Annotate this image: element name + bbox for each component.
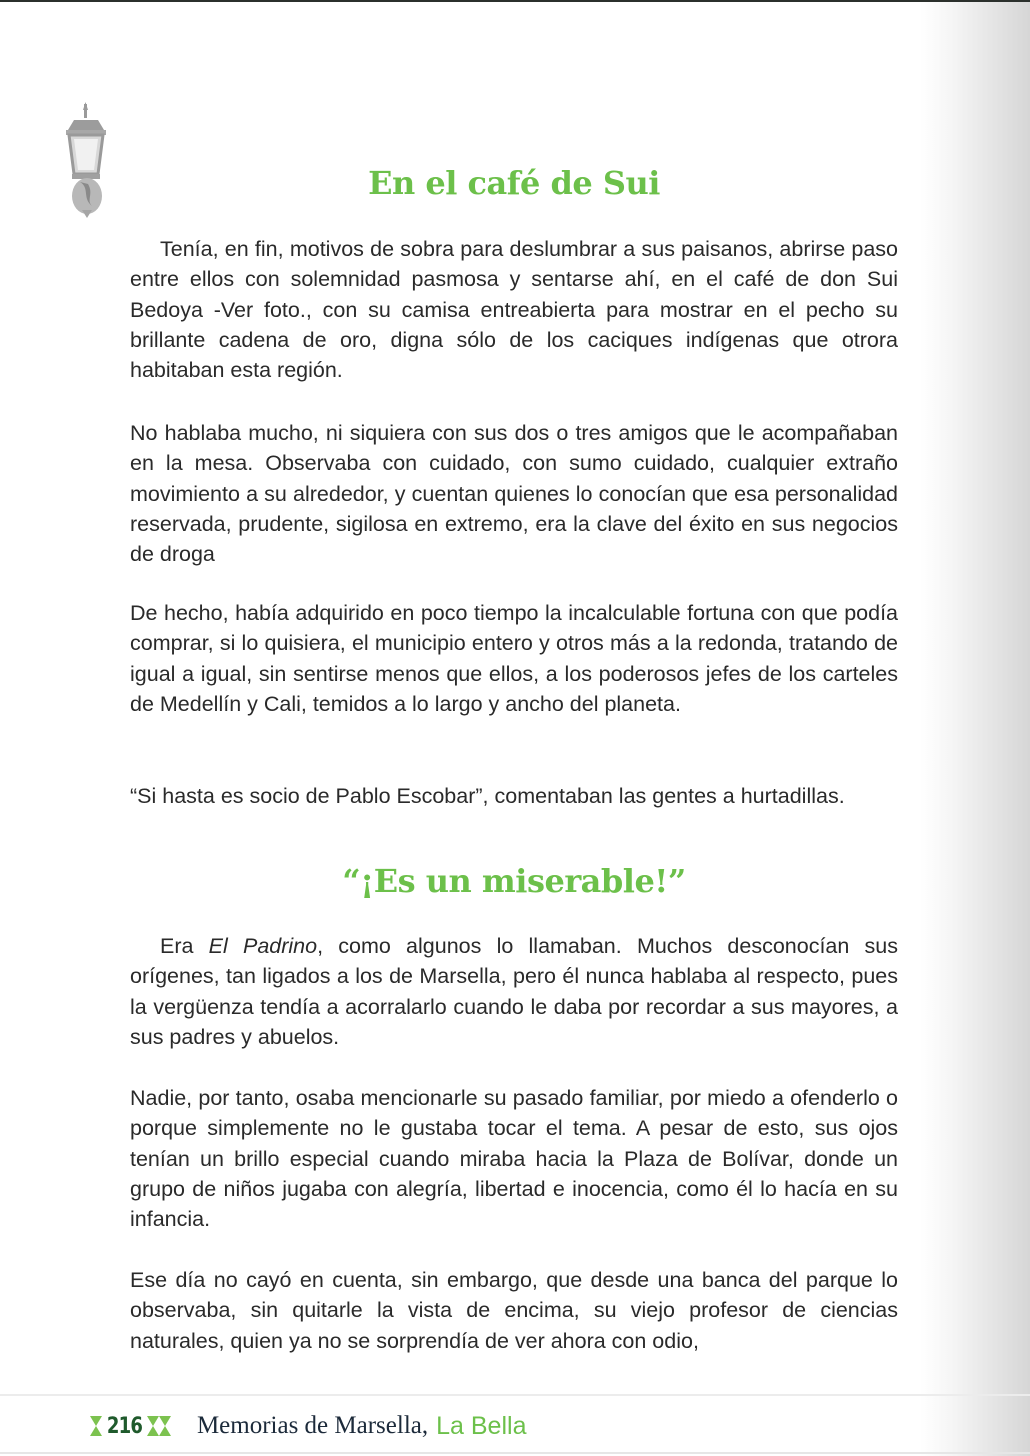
hourglass-icon: [159, 1416, 171, 1436]
page-footer: [90, 1408, 526, 1444]
paragraph-text: Era: [160, 934, 209, 958]
paragraph: Ese día no cayó en cuenta, sin embargo, que desde una banca del parque lo observaba, sin quitarle la vista de encima, su viejo profesor de ciencias naturales, quien ya no se sorprendía de ver ahora con odio,: [130, 1268, 898, 1353]
footer-bottom-divider: [0, 1452, 1030, 1454]
quote-paragraph: “Si hasta es socio de Pablo Escobar”, comentaban las gentes a hurtadillas.: [130, 784, 845, 808]
paragraph: De hecho, había adquirido en poco tiempo la incalculable fortuna con que podía comprar, si lo quisiera, el municipio entero y otros más a la redonda, tratando de igual a igual, sin sentirse menos que ellos, a los poderosos jefes de los carteles de Medellín y Cali, temidos a lo largo y ancho del planeta.: [130, 601, 898, 716]
hourglass-icon: [90, 1416, 102, 1436]
paragraph: Nadie, por tanto, osaba mencionarle su pasado familiar, por miedo a ofenderlo o porque simplemente no le gustaba tocar el tema. A pesar de esto, sus ojos tenían un brillo especial cuando miraba hacia la Plaza de Bolívar, donde un grupo de niños jugaba con alegría, libertad e inocencia, como él lo hacía en su infancia.: [130, 1086, 898, 1232]
section-heading: “¡Es un miserable!”: [342, 862, 686, 900]
paragraph: No hablaba mucho, ni siquiera con sus dos o tres amigos que le acompañaban en la mesa. Observaba con cuidado, con sumo cuidado, cualquier extraño movimiento a su alrededor, y cuentan quienes lo conocían que esa personalidad reservada, prudente, sigilosa en extremo, era la clave del éxito en sus negocios de droga: [130, 421, 898, 567]
footer-divider: [0, 1394, 1030, 1396]
section-heading: En el café de Sui: [368, 164, 660, 202]
book-subtitle: La Bella: [436, 1411, 527, 1440]
top-border: [0, 0, 1030, 2]
page-number: 216: [106, 1413, 143, 1439]
book-title: Memorias de Marsella,: [196, 1412, 429, 1439]
paragraph: Tenía, en fin, motivos de sobra para deslumbrar a sus paisanos, abrirse paso entre ellos con solemnidad pasmosa y sentarse ahí, en el café de don Sui Bedoya -Ver foto., con su camisa entreabierta para mostrar en el pecho su brillante cadena de oro, digna sólo de los caciques indígenas que otrora habitaban esta región.: [130, 237, 898, 383]
paragraph: [130, 931, 898, 1052]
hourglass-icon: [147, 1416, 159, 1436]
street-lamp-icon: [60, 102, 112, 218]
paragraph-text: , como algunos lo llamaban. Muchos desconocían sus orígenes, tan ligados a los de Marsella, pero él nunca hablaba al respecto, pues la vergüenza tendía a acorralarlo cuando le daba por recordar a sus mayores, a sus padres y abuelos.: [130, 934, 899, 1049]
italic-title: El Padrino: [208, 934, 318, 958]
